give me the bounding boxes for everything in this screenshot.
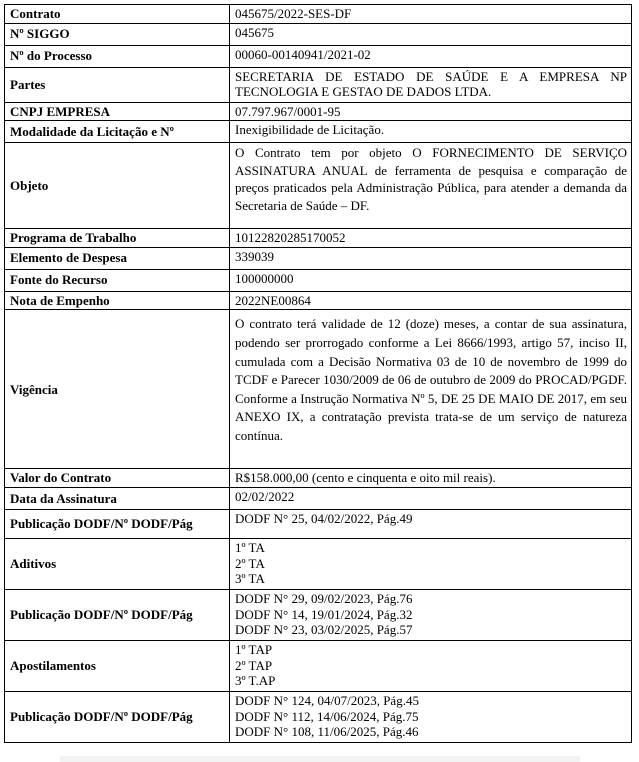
value-line: 1º TA xyxy=(235,539,265,555)
row-label: Partes xyxy=(5,67,230,102)
value-line: 2º TAP xyxy=(235,657,273,673)
row-label: Publicação DODF/Nº DODF/Pág xyxy=(5,691,230,742)
row-value xyxy=(230,143,632,229)
row-publicacao-apostilamentos xyxy=(5,691,632,742)
row-value xyxy=(230,691,632,742)
row-valor xyxy=(5,469,632,488)
value-line: 10122820285170052 xyxy=(235,230,346,246)
value-line: DODF N° 124, 04/07/2023, Pág.45 xyxy=(235,692,419,708)
row-value xyxy=(230,640,632,691)
row-label: Valor do Contrato xyxy=(5,469,230,488)
value-line: DODF N° 29, 09/02/2023, Pág.76 xyxy=(235,590,413,606)
row-vigencia xyxy=(5,310,632,469)
row-partes xyxy=(5,67,632,102)
value-line: O contrato terá validade de 12 (doze) meses, a contar de sua assinatura, podendo ser prorrogado conforme a Lei 8666/1993, artigo 57, inciso II, cumulada com a Decisão Normativa 03 de 10 de novembro de 1999 do TCDF e Parecer 1030/2009 de 06 de outubro de 2009 do PROCAD/PGDF. Conforme a Instrução Normativa Nº 5, DE 25 DE MAIO DE 2017, em seu ANEXO IX, a contratação prevista trata-se de um serviço de natureza contínua. xyxy=(235,316,627,443)
row-label: Fonte do Recurso xyxy=(5,269,230,291)
row-value xyxy=(230,45,632,67)
row-value xyxy=(230,509,632,538)
row-label: Nº do Processo xyxy=(5,45,230,67)
row-value xyxy=(230,310,632,469)
row-contrato xyxy=(5,5,632,24)
row-value xyxy=(230,291,632,310)
row-label: Elemento de Despesa xyxy=(5,247,230,269)
value-line: 045675/2022-SES-DF xyxy=(235,6,352,21)
row-empenho xyxy=(5,291,632,310)
row-publicacao-contrato xyxy=(5,509,632,538)
row-label: Contrato xyxy=(5,5,230,24)
row-value xyxy=(230,487,632,509)
row-label: Data da Assinatura xyxy=(5,487,230,509)
row-label: Publicação DODF/Nº DODF/Pág xyxy=(5,509,230,538)
row-label: Publicação DODF/Nº DODF/Pág xyxy=(5,589,230,640)
value-line: 100000000 xyxy=(235,270,294,286)
row-value xyxy=(230,589,632,640)
row-aditivos xyxy=(5,538,632,589)
value-line: DODF N° 112, 14/06/2024, Pág.75 xyxy=(235,708,419,724)
row-label: Vigência xyxy=(5,310,230,469)
value-line: 2022NE00864 xyxy=(235,292,311,308)
row-programa xyxy=(5,229,632,248)
row-label: Apostilamentos xyxy=(5,640,230,691)
row-value xyxy=(230,269,632,291)
row-modalidade xyxy=(5,121,632,143)
value-line: 1º TAP xyxy=(235,641,273,657)
row-label: Modalidade da Licitação e Nº xyxy=(5,121,230,143)
contract-details-table xyxy=(4,4,632,743)
row-value xyxy=(230,5,632,24)
row-label: Nº SIGGO xyxy=(5,23,230,45)
row-siggo xyxy=(5,23,632,45)
row-value xyxy=(230,102,632,121)
row-value xyxy=(230,469,632,488)
row-apostilamentos xyxy=(5,640,632,691)
value-line: 045675 xyxy=(235,24,274,40)
row-value xyxy=(230,247,632,269)
value-line: 07.797.967/0001-95 xyxy=(235,103,341,119)
value-line: SECRETARIA DE ESTADO DE SAÚDE E A EMPRESA NP TECNOLOGIA E GESTAO DE DADOS LTDA. xyxy=(235,68,627,100)
value-line: O Contrato tem por objeto O FORNECIMENTO DE SERVIÇO ASSINATURA ANUAL de ferramenta de pesquisa e comparação de preços praticados pela Administração Pública, para atender a demanda da Secretaria de Saúde – DF. xyxy=(235,145,627,213)
row-value xyxy=(230,229,632,248)
page-bottom-shadow xyxy=(60,756,580,762)
value-line: 02/02/2022 xyxy=(235,488,295,504)
value-line: DODF N° 14, 19/01/2024, Pág.32 xyxy=(235,606,413,622)
value-line: DODF N° 25, 04/02/2022, Pág.49 xyxy=(235,510,413,526)
value-line: 2º TA xyxy=(235,555,265,571)
value-line: DODF N° 108, 11/06/2025, Pág.46 xyxy=(235,724,419,740)
row-label: Objeto xyxy=(5,143,230,229)
row-cnpj xyxy=(5,102,632,121)
row-value xyxy=(230,121,632,143)
row-elemento xyxy=(5,247,632,269)
value-line: 3º T.AP xyxy=(235,673,276,689)
value-line: DODF N° 23, 03/02/2025, Pág.57 xyxy=(235,622,413,638)
value-line: 3º TA xyxy=(235,571,265,587)
row-fonte xyxy=(5,269,632,291)
row-label: Aditivos xyxy=(5,538,230,589)
row-processo xyxy=(5,45,632,67)
value-line: Inexigibilidade de Licitação. xyxy=(235,122,385,138)
value-line: 339039 xyxy=(235,248,274,264)
row-label: Nota de Empenho xyxy=(5,291,230,310)
value-line: R$158.000,00 (cento e cinquenta e oito mil reais). xyxy=(235,470,496,486)
row-value xyxy=(230,67,632,102)
row-label: CNPJ EMPRESA xyxy=(5,102,230,121)
row-objeto xyxy=(5,143,632,229)
row-value xyxy=(230,23,632,45)
row-assinatura xyxy=(5,487,632,509)
row-publicacao-aditivos xyxy=(5,589,632,640)
row-value xyxy=(230,538,632,589)
value-line: 00060-00140941/2021-02 xyxy=(235,46,371,62)
contract-summary-sheet xyxy=(4,4,632,743)
row-label: Programa de Trabalho xyxy=(5,229,230,248)
